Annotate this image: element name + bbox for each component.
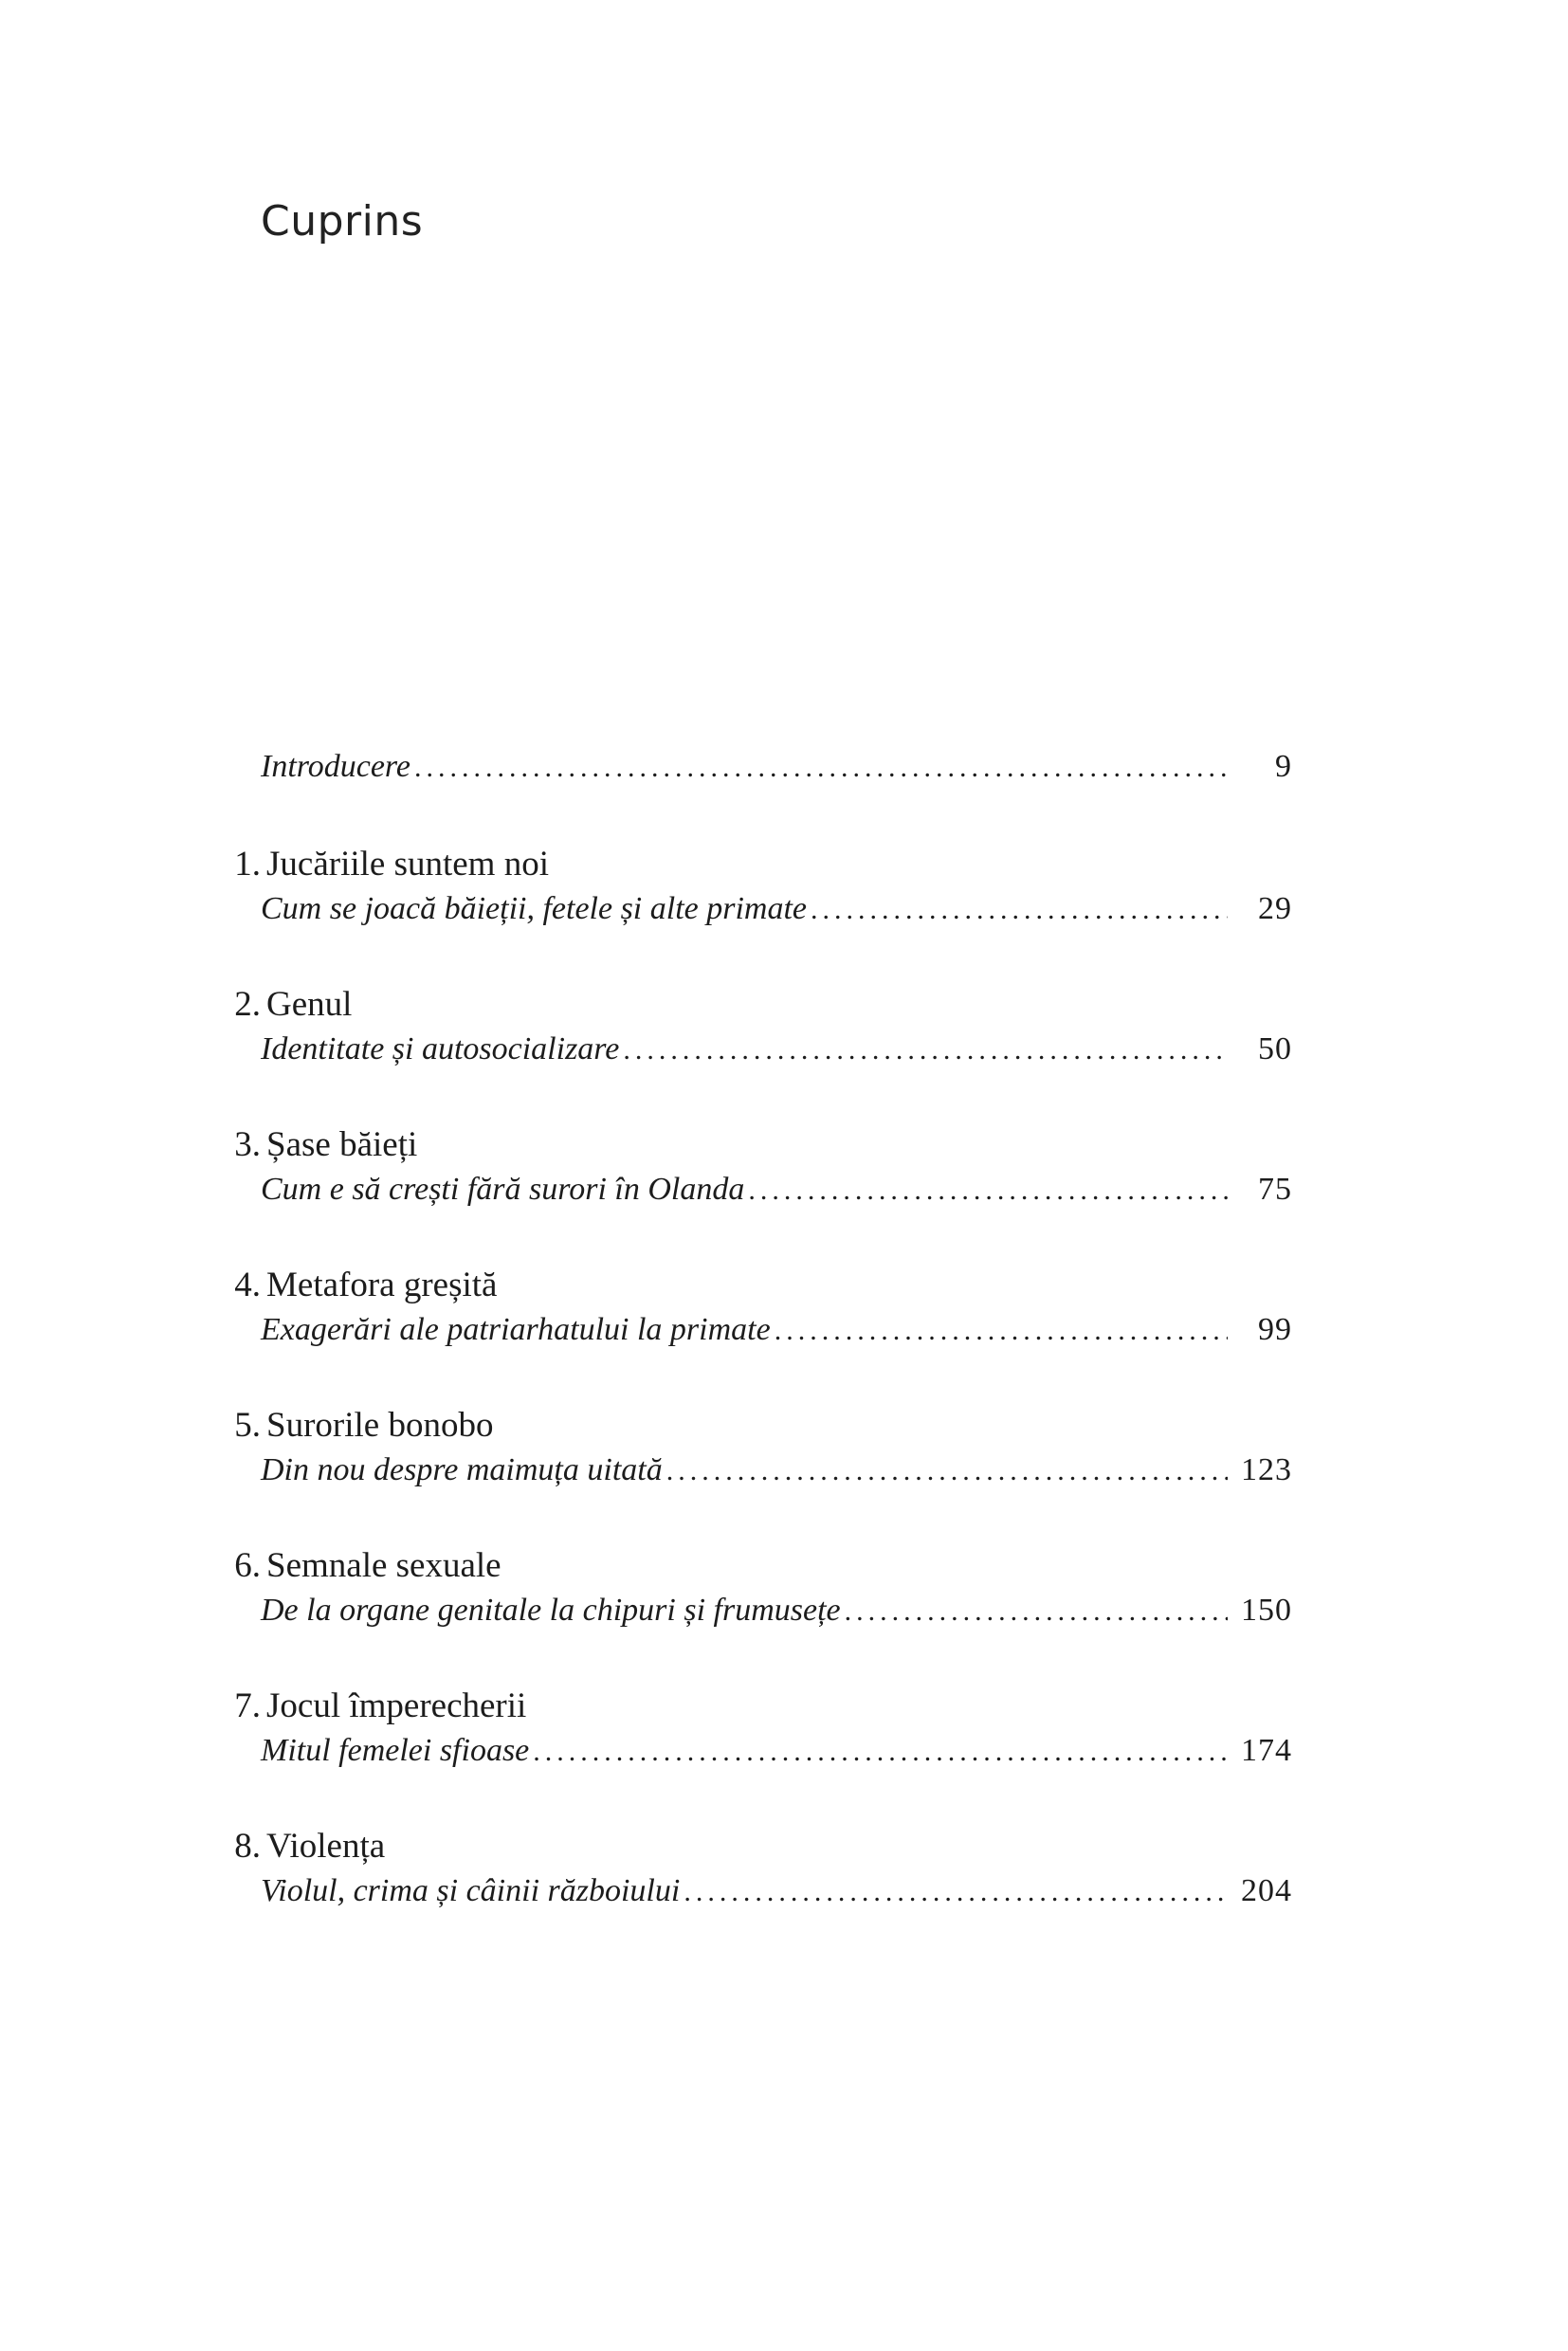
toc-subtitle: Mitul femelei sfioase [261,1733,530,1768]
chapter-number: 6. [234,1546,261,1585]
dot-leader [684,1876,1228,1908]
toc-subtitle-line [261,749,1292,785]
toc-subtitle: De la organe genitale la chipuri și frumusețe [261,1593,841,1628]
page-number: 75 [1258,1172,1292,1207]
chapter-title-text: Metafora greșită [266,1266,498,1304]
dot-leader [414,752,1228,784]
toc-subtitle-line [261,1031,1292,1067]
toc-entry-chapter-7 [0,1686,1568,1826]
toc-entry-introduction [0,749,1568,844]
toc-subtitle-line [261,891,1292,927]
chapter-number: 4. [234,1266,261,1304]
toc-subtitle: Din nou despre maimuța uitată [261,1452,663,1487]
chapter-title [210,984,352,1025]
chapter-title [210,1405,493,1446]
chapter-number: 7. [234,1686,261,1725]
dot-leader [811,894,1228,926]
chapter-title [210,844,549,884]
toc-entry-chapter-3 [0,1124,1568,1265]
chapter-title-text: Semnale sexuale [266,1546,501,1585]
page-number: 123 [1241,1452,1292,1487]
page-number: 174 [1241,1733,1292,1768]
dot-leader [533,1736,1228,1768]
chapter-title-text: Genul [266,985,353,1024]
chapter-number: 5. [234,1406,261,1445]
dot-leader [623,1034,1228,1066]
page-title: Cuprins [261,197,424,246]
chapter-title-text: Jocul împerecherii [266,1686,527,1725]
chapter-title [210,1265,497,1305]
page-number: 150 [1241,1593,1292,1628]
chapter-number: 8. [234,1827,261,1866]
toc-entry-chapter-4 [0,1265,1568,1405]
toc-entry-chapter-2 [0,984,1568,1124]
toc-subtitle: Violul, crima și câinii războiului [261,1873,681,1908]
page-number: 29 [1258,891,1292,926]
page-number: 99 [1258,1312,1292,1347]
page-number: 9 [1275,749,1292,784]
toc-subtitle-line [261,1452,1292,1488]
page-number: 204 [1241,1873,1292,1908]
toc-subtitle: Introducere [261,749,410,784]
page-number: 50 [1258,1031,1292,1066]
toc-subtitle: Cum se joacă băieții, fetele și alte primate [261,891,808,926]
table-of-contents [0,749,1568,1966]
chapter-number: 1. [234,845,261,884]
toc-subtitle-line [261,1312,1292,1348]
chapter-number: 2. [234,985,261,1024]
toc-subtitle-line [261,1733,1292,1769]
toc-entry-chapter-6 [0,1545,1568,1686]
toc-subtitle-line [261,1873,1292,1909]
toc-subtitle-line [261,1172,1292,1208]
chapter-title [210,1545,501,1586]
chapter-title-text: Surorile bonobo [266,1406,494,1445]
dot-leader [845,1595,1228,1628]
chapter-title-text: Violența [266,1827,386,1866]
toc-subtitle: Cum e să crești fără surori în Olanda [261,1172,745,1207]
chapter-number: 3. [234,1125,261,1164]
toc-subtitle: Exagerări ale patriarhatului la primate [261,1312,771,1347]
dot-leader [775,1315,1228,1347]
toc-entry-chapter-5 [0,1405,1568,1545]
chapter-title [210,1826,385,1867]
toc-entry-chapter-8 [0,1826,1568,1966]
chapter-title [210,1124,417,1165]
toc-subtitle: Identitate și autosocializare [261,1031,620,1066]
chapter-title-text: Șase băieți [266,1125,418,1164]
chapter-title-text: Jucăriile suntem noi [266,845,549,884]
toc-entry-chapter-1 [0,844,1568,984]
toc-subtitle-line [261,1593,1292,1629]
dot-leader [748,1175,1228,1207]
dot-leader [666,1455,1228,1487]
chapter-title [210,1686,526,1726]
